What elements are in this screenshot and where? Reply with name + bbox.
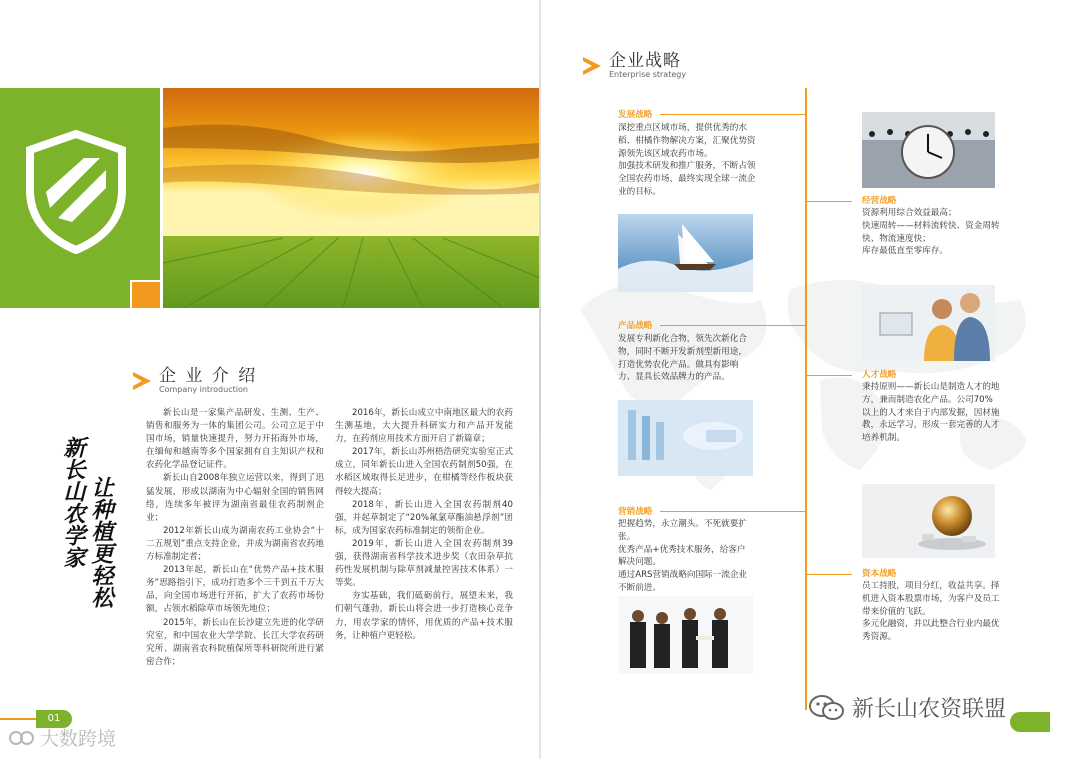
paragraph: 2012年新长山成为湖南农药工业协会“十二五规划”重点支持企业，并成为湖南省农药地方标准制定者； [146, 525, 324, 563]
arrow-icon [583, 57, 601, 75]
page-number: 01 [36, 710, 72, 728]
wechat-icon [808, 694, 846, 722]
watermark-logo-icon [8, 728, 36, 748]
section-title: 企业战略 [609, 51, 681, 71]
golden-globe-image [862, 484, 995, 558]
connector-line [660, 114, 805, 115]
page-number-tab [1010, 712, 1050, 732]
page-fold [539, 0, 541, 759]
connector-line [807, 201, 852, 202]
section-subtitle: Enterprise strategy [609, 70, 687, 79]
strategy-title: 人才战略 [862, 370, 897, 380]
team-office-image [862, 285, 995, 361]
slogan-calligraphy-2: 让种植更轻松 [88, 476, 114, 608]
strategy-text: 发展专利新化合物，领先次新化合物，同时不断开发新剂型新用途，打造优势农化产品。做具有影响力、显具长效品牌力的产品。 [618, 334, 747, 383]
slogan-calligraphy-1: 新长山农学家 [60, 436, 86, 568]
strategy-heading [583, 52, 686, 79]
business-handshake-image [618, 596, 753, 674]
strategy-text: 秉持原则——新长山是制造人才的地方，兼而制造农化产品。公司70%以上的人才来自于内部发掘，因材施教，永远学习，形成一套完善的人才培养机制。 [862, 382, 1000, 444]
paragraph: 新长山自2008年独立运营以来，得到了迅猛发展，形成以湖南为中心辐射全国的销售网络，连续多年被评为湖南省最佳农药制剂企业； [146, 473, 324, 523]
strategy-title: 资本战略 [862, 569, 897, 579]
paragraph: 2017年，新长山苏州梧浩研究实验室正式成立，同年新长山进入全国农药制剂50强，在水稻区域取得长足进步，在柑橘等经作板块获得较大提高； [335, 447, 513, 497]
sunset-field-image [163, 88, 540, 308]
paragraph: 2016年，新长山成立中南地区最大的农药生测基地，大大提升科研实力和产品开发能力，在药剂应用技术方面开启了新篇章； [335, 408, 513, 445]
company-intro-heading [133, 367, 257, 394]
section-subtitle: Company introduction [159, 385, 248, 394]
watermark-text: 新长山农资联盟 [852, 697, 1007, 722]
watermark-right [808, 692, 1006, 723]
intro-column-2 [335, 407, 513, 643]
paragraph: 2018年，新长山进入全国农药制剂40强，并起草制定了“20%氟氯草酯油悬浮剂”团标，成为国家农药标准制定的领衔企业。 [335, 499, 513, 536]
connector-line [807, 375, 852, 376]
connector-line [660, 325, 805, 326]
strategy-text: 资源利用综合效益最高； 快速周转——材料流转快、资金周转快、物流速度快； 库存最低直至零库存。 [862, 208, 1000, 257]
strategy-title: 经营战略 [862, 196, 897, 206]
paragraph: 新长山是一家集产品研发、生测、生产、销售和服务为一体的集团公司。公司立足于中国市场，销量快速提升，努力开拓海外市场，在缅甸和越南等多个国家拥有自主知识产权和农药化学品登记证件。 [146, 408, 324, 471]
strategy-title: 营销战略 [618, 507, 653, 517]
orange-accent-square [130, 280, 162, 310]
strategy-title: 产品战略 [618, 321, 653, 331]
paragraph: 2015年，新长山在长沙建立先进的化学研究室，和中国农业大学学院、长江大学农药研究所、湖南省农科院植保所等科研院所进行紧密合作； [146, 617, 324, 667]
sailing-ship-image [618, 214, 753, 292]
laboratory-image [618, 400, 753, 476]
strategy-text: 员工持股，项目分红，收益共享。择机进入资本股票市场，为客户及员工带来价值的飞跃。 多元化融资，并以此整合行业内最优秀资源。 [862, 581, 1000, 643]
section-title: 企 业 介 绍 [159, 366, 258, 386]
watermark-text: 大数跨境 [40, 728, 117, 750]
connector-line [807, 574, 852, 575]
paragraph: 2013年起，新长山在“优势产品+技术服务”思路指引下，成功打造多个三千到五千万大品，向全国市场进行开拓，扩大了农药市场份额，占领水稻除草市场领先地位； [146, 565, 324, 615]
strategy-text: 把握趋势，永立潮头。不死就要扩张。 优秀产品+优秀技术服务，给客户解决问题。 通过ARS营销战略向国际一流企业不断前进。 [618, 519, 748, 593]
paragraph: 2019年，新长山进入全国农药制剂39强，获得湖南省科学技术进步奖（农田杂草抗药性发展机制与除草剂减量控害技术体系）一等奖。 [335, 538, 513, 589]
clock-runners-image [862, 112, 995, 188]
strategy-text: 深挖重点区域市场，提供优秀的水稻、柑橘作物解决方案，汇聚优势资源领先该区域农药市场。 加强技术研发和推广服务，不断占领全国农药市场，最终实现全球一流企业的目标。 [618, 123, 756, 197]
watermark-left [8, 724, 116, 751]
paragraph: 夯实基础，我们砥砺前行，展望未来，我们朝气蓬勃，新长山将会进一步打造核心竞争力，用农学家的情怀，用优质的产品+技术服务，让种植户更轻松。 [335, 591, 513, 641]
strategy-title: 发展战略 [618, 110, 653, 120]
arrow-icon [133, 372, 151, 390]
connector-line [660, 511, 805, 512]
intro-column-1 [146, 407, 324, 669]
shield-logo-icon [22, 130, 130, 254]
timeline-line [805, 88, 807, 710]
